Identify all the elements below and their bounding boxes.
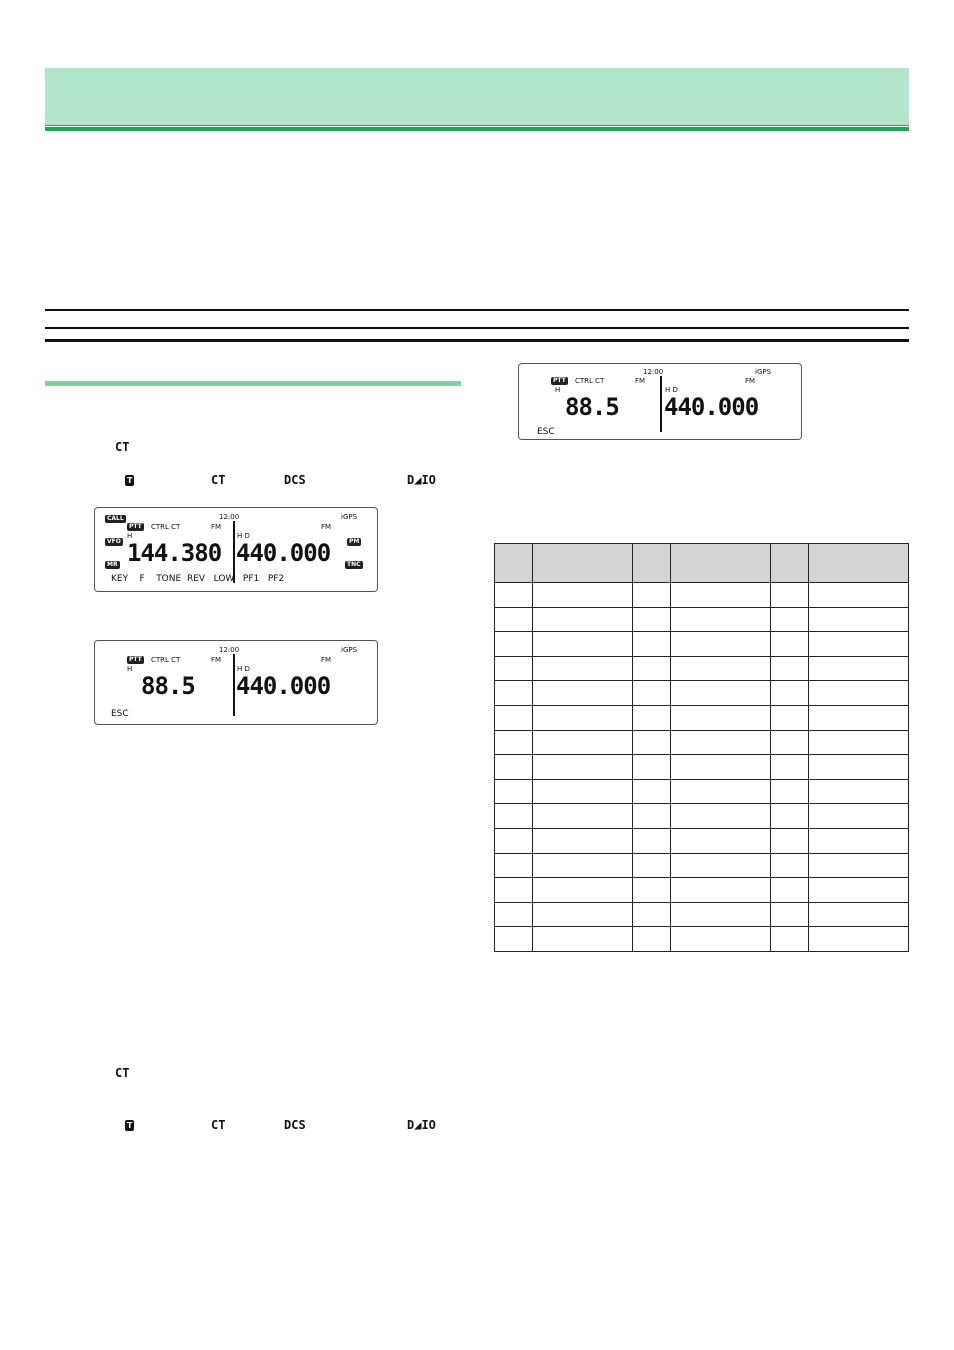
table-cell bbox=[533, 853, 633, 878]
table-cell bbox=[533, 607, 633, 632]
lcd-display-tone-set bbox=[518, 363, 802, 440]
table-cell bbox=[671, 656, 771, 681]
ctrl-ct-indicator: CTRL CT bbox=[151, 523, 181, 531]
table-cell bbox=[809, 583, 909, 608]
table-cell bbox=[495, 681, 533, 706]
power-indicator: H bbox=[127, 532, 133, 540]
mode-left: FM bbox=[211, 523, 222, 531]
table-cell bbox=[671, 607, 771, 632]
ct-glyph: CT bbox=[211, 1118, 226, 1132]
table-cell bbox=[809, 927, 909, 952]
table-cell bbox=[633, 681, 671, 706]
ct-glyph: CT bbox=[115, 440, 130, 454]
band-divider bbox=[660, 376, 662, 432]
table-row bbox=[495, 705, 909, 730]
lcd-display-tone-select bbox=[94, 640, 378, 725]
table-cell bbox=[809, 607, 909, 632]
table-cell bbox=[809, 755, 909, 780]
power-data-indicator: H D bbox=[237, 532, 250, 540]
ptt-tag: PTT bbox=[129, 523, 142, 530]
table-header-row bbox=[495, 544, 909, 583]
t-key-icon: T bbox=[127, 1121, 133, 1130]
esc-key-label: ESC bbox=[537, 427, 555, 437]
table-cell bbox=[809, 656, 909, 681]
key-label: PF2 bbox=[267, 574, 285, 584]
table-cell bbox=[771, 730, 809, 755]
table-row bbox=[495, 853, 909, 878]
table-cell bbox=[633, 730, 671, 755]
frequency-right: 440.000 bbox=[236, 539, 331, 567]
table-row bbox=[495, 632, 909, 657]
key-label: KEY bbox=[111, 574, 129, 584]
table-cell bbox=[495, 927, 533, 952]
ctrl-ct-indicator: CTRL CT bbox=[575, 377, 605, 385]
table-cell bbox=[809, 878, 909, 903]
table-row bbox=[495, 828, 909, 853]
table-cell bbox=[533, 656, 633, 681]
table-cell bbox=[633, 656, 671, 681]
table-row bbox=[495, 902, 909, 927]
table-row bbox=[495, 730, 909, 755]
gps-indicator: iGPS bbox=[341, 513, 358, 521]
table-cell bbox=[671, 705, 771, 730]
key-label: TONE bbox=[156, 574, 182, 584]
header-cell bbox=[809, 544, 909, 583]
table-cell bbox=[771, 755, 809, 780]
table-cell bbox=[533, 583, 633, 608]
table-cell bbox=[495, 878, 533, 903]
table-row bbox=[495, 804, 909, 829]
tone-frequency: 88.5 bbox=[141, 672, 195, 700]
mode-left: FM bbox=[211, 656, 222, 664]
table-cell bbox=[809, 705, 909, 730]
table-cell bbox=[809, 902, 909, 927]
table-cell bbox=[671, 632, 771, 657]
table-cell bbox=[771, 607, 809, 632]
dio-glyph: D◢IO bbox=[407, 1118, 436, 1132]
table-cell bbox=[671, 853, 771, 878]
table-row bbox=[495, 878, 909, 903]
esc-key-label: ESC bbox=[111, 709, 129, 719]
table-cell bbox=[633, 902, 671, 927]
table-row bbox=[495, 927, 909, 952]
table-cell bbox=[495, 853, 533, 878]
header-cell bbox=[495, 544, 533, 583]
table-cell bbox=[633, 583, 671, 608]
table-cell bbox=[495, 607, 533, 632]
subsection-rule bbox=[45, 381, 461, 386]
table-cell bbox=[533, 927, 633, 952]
table-cell bbox=[771, 705, 809, 730]
section-rule-bottom bbox=[45, 339, 909, 342]
table-cell bbox=[533, 804, 633, 829]
table-cell bbox=[671, 730, 771, 755]
key-label: F bbox=[139, 574, 145, 584]
tnc-tag: TNC bbox=[347, 561, 361, 568]
table-cell bbox=[771, 828, 809, 853]
table-cell bbox=[533, 828, 633, 853]
table-cell bbox=[809, 779, 909, 804]
mr-tag: MR bbox=[107, 561, 118, 568]
table-cell bbox=[771, 853, 809, 878]
table-cell bbox=[633, 853, 671, 878]
table-cell bbox=[771, 656, 809, 681]
lcd-display-vfo bbox=[94, 507, 378, 592]
table-cell bbox=[533, 902, 633, 927]
table-row bbox=[495, 681, 909, 706]
table-cell bbox=[495, 705, 533, 730]
table-cell bbox=[633, 878, 671, 903]
call-tag: CALL bbox=[107, 515, 124, 522]
table-cell bbox=[771, 927, 809, 952]
header-cell bbox=[533, 544, 633, 583]
section-rule-middle bbox=[45, 327, 909, 329]
table-cell bbox=[771, 681, 809, 706]
mode-right: FM bbox=[321, 656, 332, 664]
table-cell bbox=[633, 705, 671, 730]
vfo-tag: VFO bbox=[107, 538, 121, 545]
table-cell bbox=[533, 779, 633, 804]
table-row bbox=[495, 755, 909, 780]
dio-glyph: D◢IO bbox=[407, 473, 436, 487]
table-cell bbox=[771, 804, 809, 829]
clock: 12:00 bbox=[219, 513, 240, 521]
table-body bbox=[495, 583, 909, 952]
table-cell bbox=[809, 730, 909, 755]
table-cell bbox=[495, 583, 533, 608]
table-cell bbox=[633, 632, 671, 657]
table-cell bbox=[671, 779, 771, 804]
power-indicator: H bbox=[127, 665, 133, 673]
table-cell bbox=[809, 632, 909, 657]
table-cell bbox=[633, 755, 671, 780]
header-cell bbox=[671, 544, 771, 583]
ct-glyph: CT bbox=[115, 1066, 130, 1080]
section-rule-top bbox=[45, 309, 909, 311]
key-label: REV bbox=[186, 574, 206, 584]
table-cell bbox=[771, 583, 809, 608]
table-cell bbox=[495, 730, 533, 755]
table-row bbox=[495, 656, 909, 681]
table-row bbox=[495, 779, 909, 804]
table-cell bbox=[533, 632, 633, 657]
clock: 12:00 bbox=[219, 646, 240, 654]
table-cell bbox=[495, 779, 533, 804]
table-cell bbox=[771, 878, 809, 903]
t-key-icon: T bbox=[127, 476, 133, 485]
key-label: LOW bbox=[213, 574, 235, 584]
header-cell bbox=[633, 544, 671, 583]
ctrl-ct-indicator: CTRL CT bbox=[151, 656, 181, 664]
clock: 12:00 bbox=[643, 368, 664, 376]
table-cell bbox=[671, 828, 771, 853]
table-cell bbox=[495, 828, 533, 853]
table-cell bbox=[771, 632, 809, 657]
table-cell bbox=[495, 656, 533, 681]
power-data-indicator: H D bbox=[665, 386, 678, 394]
gps-indicator: iGPS bbox=[755, 368, 772, 376]
table-row bbox=[495, 607, 909, 632]
power-data-indicator: H D bbox=[237, 665, 250, 673]
table-cell bbox=[495, 755, 533, 780]
table-row bbox=[495, 583, 909, 608]
table-cell bbox=[671, 755, 771, 780]
table-cell bbox=[633, 607, 671, 632]
table-cell bbox=[495, 902, 533, 927]
band-divider bbox=[233, 654, 235, 716]
ptt-tag: PTT bbox=[553, 377, 566, 384]
table-cell bbox=[495, 632, 533, 657]
power-indicator: H bbox=[555, 386, 561, 394]
frequency-left: 144.380 bbox=[127, 539, 222, 567]
key-label: PF1 bbox=[242, 574, 260, 584]
table-cell bbox=[633, 779, 671, 804]
table-cell bbox=[809, 681, 909, 706]
table-cell bbox=[771, 779, 809, 804]
table-cell bbox=[533, 681, 633, 706]
ct-glyph: CT bbox=[211, 473, 226, 487]
table-cell bbox=[533, 755, 633, 780]
section-header-band bbox=[45, 68, 909, 125]
frequency-right: 440.000 bbox=[664, 393, 759, 421]
mode-right: FM bbox=[745, 377, 756, 385]
gps-indicator: iGPS bbox=[341, 646, 358, 654]
table-cell bbox=[533, 705, 633, 730]
header-divider bbox=[45, 127, 909, 131]
table-cell bbox=[633, 828, 671, 853]
table-cell bbox=[671, 583, 771, 608]
table-cell bbox=[671, 902, 771, 927]
function-key-row bbox=[111, 574, 341, 584]
table-cell bbox=[671, 878, 771, 903]
table-cell bbox=[495, 804, 533, 829]
table-cell bbox=[809, 804, 909, 829]
table-cell bbox=[671, 927, 771, 952]
tone-frequency: 88.5 bbox=[565, 393, 619, 421]
mode-right: FM bbox=[321, 523, 332, 531]
table-cell bbox=[671, 804, 771, 829]
pm-tag: PM bbox=[349, 538, 360, 545]
frequency-right: 440.000 bbox=[236, 672, 331, 700]
table-cell bbox=[533, 878, 633, 903]
table-cell bbox=[809, 828, 909, 853]
dcs-glyph: DCS bbox=[284, 473, 306, 487]
table-cell bbox=[671, 681, 771, 706]
header-divider-thin bbox=[45, 125, 909, 126]
table-cell bbox=[809, 853, 909, 878]
table-cell bbox=[633, 927, 671, 952]
ptt-tag: PTT bbox=[129, 656, 142, 663]
table-cell bbox=[771, 902, 809, 927]
dcs-glyph: DCS bbox=[284, 1118, 306, 1132]
mode-left: FM bbox=[635, 377, 646, 385]
header-cell bbox=[771, 544, 809, 583]
table-cell bbox=[633, 804, 671, 829]
tone-frequency-table bbox=[494, 543, 909, 952]
table-cell bbox=[533, 730, 633, 755]
